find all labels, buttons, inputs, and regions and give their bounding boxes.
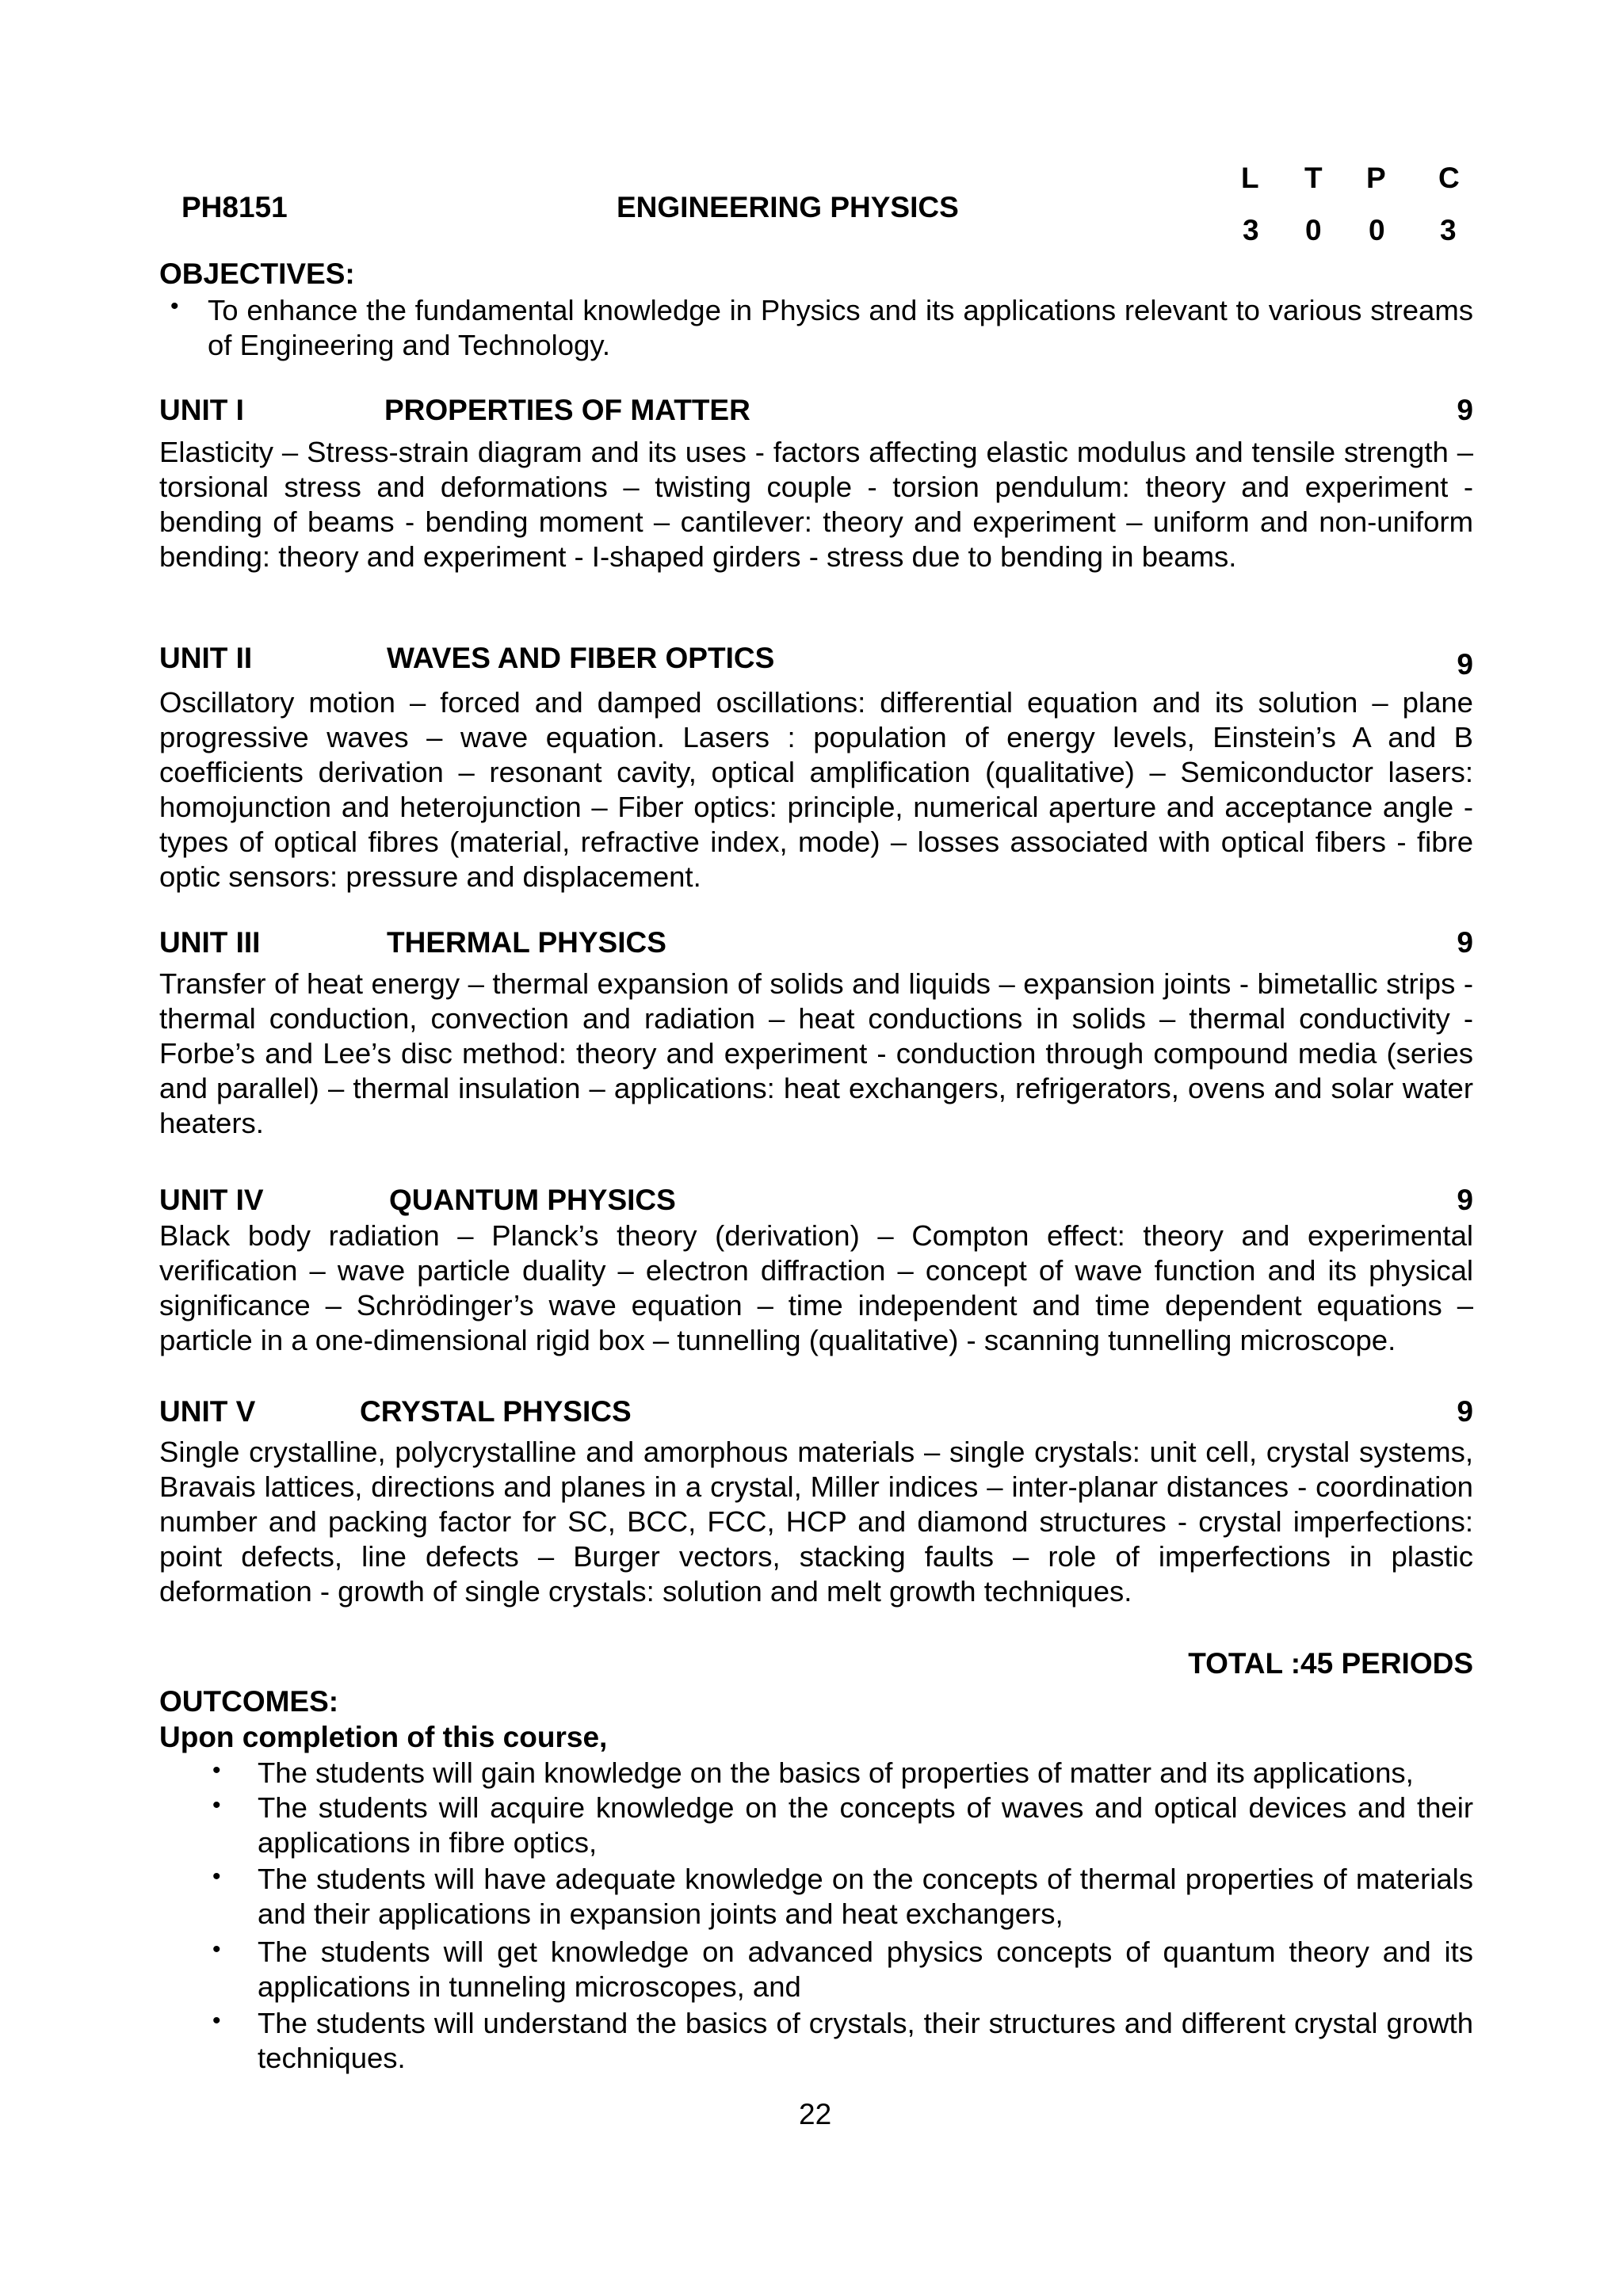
ltpc-label-t: T: [1304, 162, 1323, 194]
unit-hours: 9: [1457, 648, 1473, 681]
unit-label: UNIT III: [159, 926, 261, 959]
unit-title: QUANTUM PHYSICS: [389, 1184, 676, 1216]
page-number: 22: [799, 2098, 832, 2130]
unit-title: CRYSTAL PHYSICS: [360, 1395, 632, 1428]
unit-2-heading: [159, 642, 1473, 681]
outcome-item-3: [159, 1862, 1473, 1935]
bullet-icon: •: [212, 1863, 221, 1890]
ltpc-value-l: 3: [1243, 214, 1259, 246]
bullet-icon: •: [212, 1936, 221, 1962]
total-periods: TOTAL :45 PERIODS: [1188, 1647, 1473, 1680]
outcomes-list: [159, 1756, 1473, 2077]
outcome-item-1: [159, 1756, 1473, 1791]
ltpc-value-c: 3: [1440, 214, 1457, 246]
ltpc-value-p: 0: [1369, 214, 1385, 246]
outcome-text: The students will get knowledge on advanced physics concepts of quantum theory and its applications in tunneling microscopes, and: [258, 1936, 1473, 2003]
ltpc-label-p: P: [1366, 162, 1386, 194]
objectives-heading: OBJECTIVES:: [159, 257, 355, 290]
unit-4-content: Black body radiation – Planck’s theory (derivation) – Compton effect: theory and experimental verification – wave particle duality – electron diffraction – concept of wave function and its physical significance – Schrödinger’s wave equation – time independent and time dependent equations – particle in a one-dimensional rigid box – tunnelling (qualitative) - scanning tunnelling microscope.: [159, 1219, 1473, 1356]
unit-label: UNIT V: [159, 1395, 256, 1428]
outcome-text: The students will understand the basics of crystals, their structures and different crystal growth techniques.: [258, 2007, 1473, 2074]
bullet-icon: •: [212, 1792, 221, 1818]
unit-1-content: Elasticity – Stress-strain diagram and its uses - factors affecting elastic modulus and tensile strength – torsional stress and deformations – twisting couple - torsion pendulum: theory and experiment - bending of beams - bending moment – cantilever: theory and experiment – uniform and non-uniform bending: theory and experiment - I-shaped girders - stress due to bending in beams.: [159, 436, 1473, 573]
bullet-icon: •: [212, 1757, 221, 1783]
unit-title: PROPERTIES OF MATTER: [384, 394, 750, 426]
course-code: PH8151: [181, 191, 288, 223]
objective-item: To enhance the fundamental knowledge in Physics and its applications relevant to various streams of Engineering and Technology.: [208, 294, 1473, 361]
ltpc-value-t: 0: [1305, 214, 1322, 246]
unit-title: WAVES AND FIBER OPTICS: [387, 642, 775, 674]
unit-1-heading: [159, 394, 1473, 429]
unit-label: UNIT I: [159, 394, 244, 426]
outcome-text: The students will have adequate knowledge on the concepts of thermal properties of materials and their applications in expansion joints and heat exchangers,: [258, 1863, 1473, 1930]
outcome-text: The students will gain knowledge on the basics of properties of matter and its applications,: [258, 1756, 1414, 1789]
unit-3-content: Transfer of heat energy – thermal expansion of solids and liquids – expansion joints - bimetallic strips - thermal conduction, convection and radiation – heat conductions in solids – thermal conductivity - Forbe’s and Lee’s disc method: theory and experiment - conduction through compound media (series and parallel) – thermal insulation – applications: heat exchangers, refrigerators, ovens and solar water heaters.: [159, 967, 1473, 1139]
bullet-icon: •: [170, 293, 179, 319]
ltpc-label-c: C: [1438, 162, 1460, 194]
bullet-icon: •: [212, 2008, 221, 2034]
unit-hours: 9: [1457, 1395, 1473, 1428]
outcome-text: The students will acquire knowledge on the concepts of waves and optical devices and their applications in fibre optics,: [258, 1791, 1473, 1859]
ltpc-label-l: L: [1241, 162, 1259, 194]
unit-4-heading: [159, 1184, 1473, 1219]
unit-hours: 9: [1457, 394, 1473, 426]
unit-label: UNIT IV: [159, 1184, 264, 1216]
unit-hours: 9: [1457, 1184, 1473, 1216]
unit-label: UNIT II: [159, 642, 253, 674]
outcome-item-2: [159, 1791, 1473, 1862]
objectives-list: [159, 293, 1473, 363]
outcomes-subheading: Upon completion of this course,: [159, 1721, 608, 1753]
unit-hours: 9: [1457, 926, 1473, 959]
unit-2-content: Oscillatory motion – forced and damped oscillations: differential equation and its solution – plane progressive waves – wave equation. Lasers : population of energy levels, Einstein’s A and B coefficients derivation – resonant cavity, optical amplification (qualitative) – Semiconductor lasers: homojunction and heterojunction – Fiber optics: principle, numerical aperture and acceptance angle - types of optical fibres (material, refractive index, mode) – losses associated with optical fibers - fibre optic sensors: pressure and displacement.: [159, 686, 1473, 893]
unit-5-heading: [159, 1395, 1473, 1430]
course-title: ENGINEERING PHYSICS: [617, 191, 959, 223]
outcome-item-4: [159, 1935, 1473, 2006]
outcome-item-5: [159, 2006, 1473, 2077]
unit-title: THERMAL PHYSICS: [387, 926, 666, 959]
outcomes-heading: OUTCOMES:: [159, 1685, 339, 1718]
unit-5-content: Single crystalline, polycrystalline and amorphous materials – single crystals: unit cell, crystal systems, Bravais lattices, directions and planes in a crystal, Miller indices – inter-planar distances - coordination number and packing factor for SC, BCC, FCC, HCP and diamond structures - crystal imperfections: point defects, line defects – Burger vectors, stacking faults – role of imperfections in plastic deformation - growth of single crystals: solution and melt growth techniques.: [159, 1436, 1473, 1608]
unit-3-heading: [159, 926, 1473, 961]
